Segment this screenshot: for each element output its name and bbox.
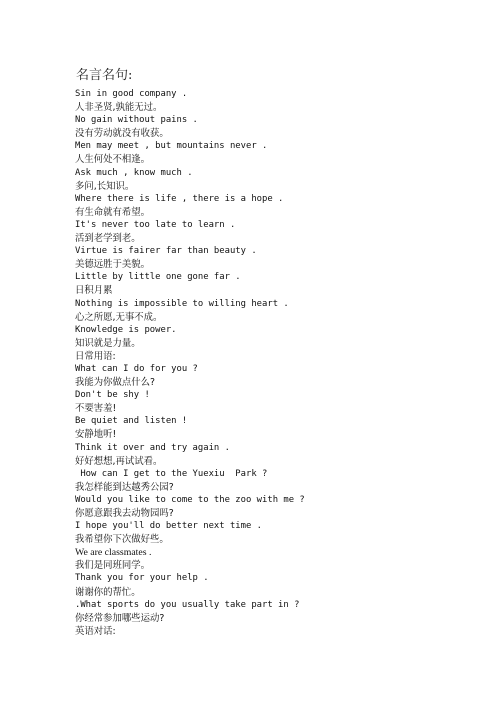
english-line: Think it over and try again . (75, 442, 230, 453)
english-line: Be quiet and listen ! (75, 416, 188, 427)
translation-line: 好好想想,再试试看。 (75, 455, 163, 467)
english-line: Little by little one gone far . (75, 272, 241, 283)
section-heading: 日常用语: (75, 350, 116, 362)
translation-line: 我们是同班同学。 (75, 560, 151, 572)
page-title: 名言名句: (76, 68, 133, 83)
translation-line: 安静地听! (75, 429, 117, 441)
translation-line: 美德远胜于美貌。 (75, 259, 151, 271)
translation-line: 你经常参加哪些运动? (75, 612, 165, 624)
english-line: How can I get to the Yuexiu Park ? (75, 468, 268, 479)
translation-line: 心之所愿,无事不成。 (75, 311, 163, 323)
english-line: What can I do for you ? (75, 363, 198, 374)
translation-line: 不要害羞! (75, 403, 117, 415)
english-line: Ask much , know much . (75, 167, 193, 178)
translation-line: 我希望你下次做好些。 (75, 534, 169, 546)
english-line: It's never too late to learn . (75, 219, 236, 230)
english-line: Nothing is impossible to willing heart . (75, 298, 289, 309)
translation-line: 日积月累 (75, 285, 113, 297)
english-line: Virtue is fairer far than beauty . (75, 246, 257, 257)
english-line: .What sports do you usually take part in ? (75, 599, 300, 610)
translation-line: 多问,长知识。 (75, 180, 135, 192)
english-line: Thank you for your help . (75, 573, 209, 584)
translation-line: 人生何处不相逢。 (75, 154, 151, 166)
section-heading: 英语对话: (75, 625, 116, 637)
translation-line: 知识就是力量。 (75, 337, 141, 349)
english-line: Sin in good company . (75, 89, 188, 99)
english-line: Don't be shy ! (75, 390, 150, 401)
english-line: Men may meet , but mountains never . (75, 141, 268, 152)
translation-line: 我能为你做点什么? (75, 377, 155, 389)
text-body (75, 88, 475, 638)
translation-line: 你愿意跟我去动物园吗? (75, 508, 174, 519)
english-line: Knowledge is power. (75, 324, 177, 335)
translation-line: 人非圣贤,孰能无过。 (75, 102, 163, 114)
translation-line: 我怎样能到达越秀公园? (75, 481, 174, 493)
translation-line: 有生命就有希望。 (75, 206, 151, 218)
english-line: Where there is life , there is a hope . (75, 193, 284, 204)
english-line: I hope you'll do better next time . (75, 521, 263, 532)
translation-line: 谢谢你的帮忙。 (75, 586, 141, 598)
english-line: Would you like to come to the zoo with me ? (75, 494, 305, 505)
english-line: No gain without pains . (75, 115, 198, 126)
english-line: We are classmates . (75, 547, 152, 559)
translation-line: 没有劳动就没有收获。 (75, 128, 169, 140)
translation-line: 活到老学到老。 (75, 233, 141, 245)
